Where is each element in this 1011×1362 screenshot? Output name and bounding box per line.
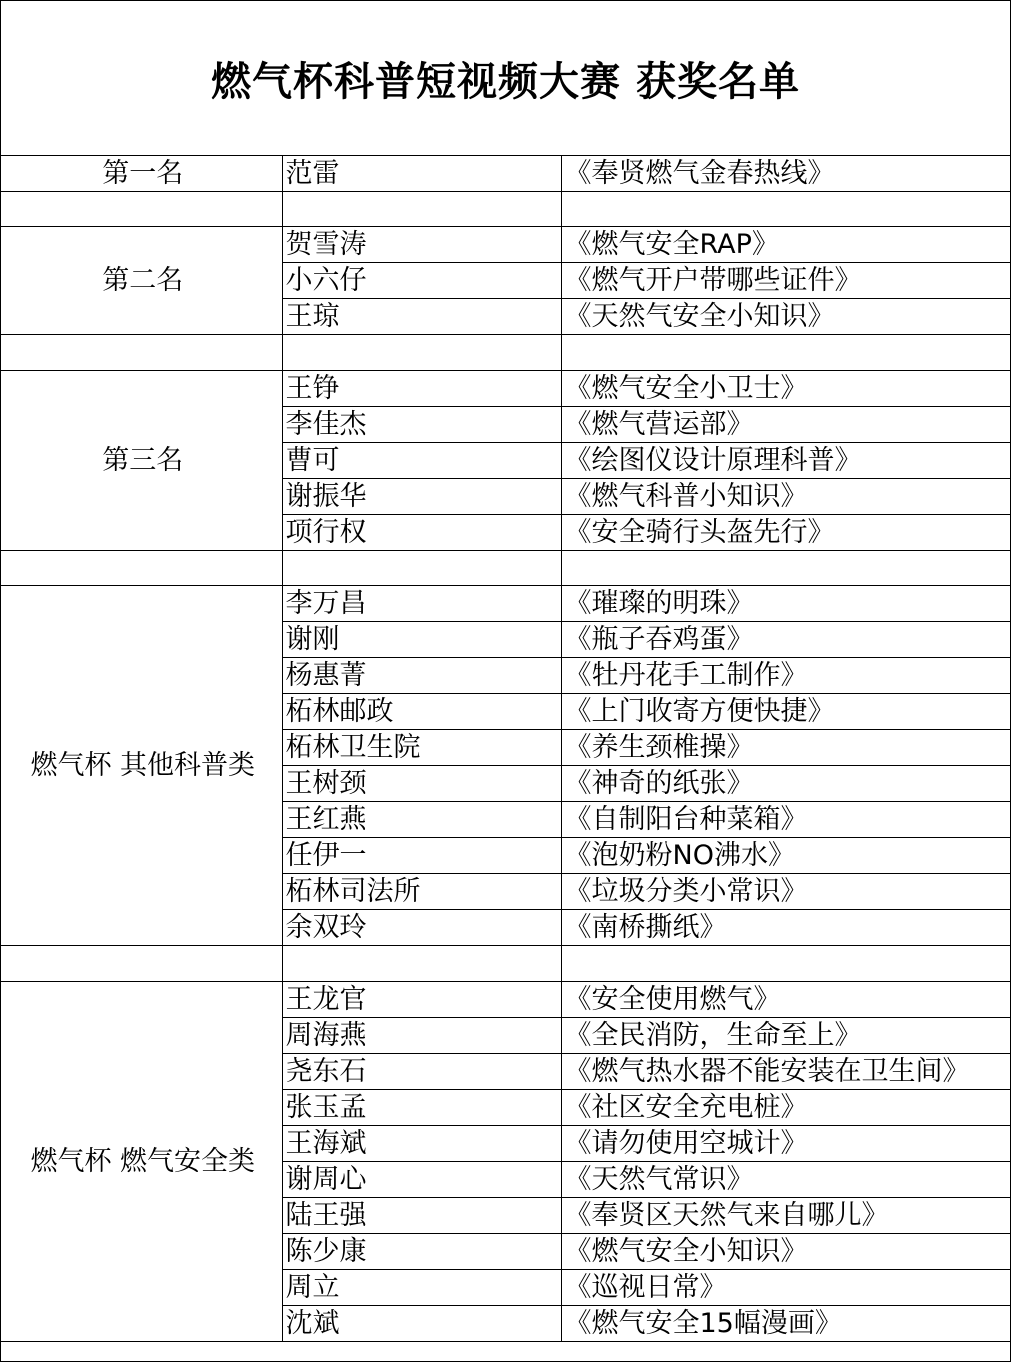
spacer-row: [1, 550, 1010, 585]
page-title: 燃气杯科普短视频大赛 获奖名单: [1, 1, 1010, 156]
work-title: 《燃气营运部》: [561, 406, 1010, 442]
winner-name: 余双玲: [282, 910, 561, 946]
winner-name: 项行权: [282, 514, 561, 550]
empty-cell: [561, 335, 1010, 370]
work-title: 《天然气安全小知识》: [561, 299, 1010, 335]
award-category: 第二名: [1, 227, 282, 335]
work-title: 《自制阳台种菜箱》: [561, 802, 1010, 838]
winner-name: 小六仔: [282, 263, 561, 299]
winner-name: 曹可: [282, 442, 561, 478]
empty-cell: [282, 192, 561, 227]
winner-name: 杨惠菁: [282, 658, 561, 694]
empty-cell: [282, 335, 561, 370]
work-title: 《养生颈椎操》: [561, 730, 1010, 766]
work-title: 《瓶子吞鸡蛋》: [561, 622, 1010, 658]
work-title: 《奉贤区天然气来自哪儿》: [561, 1197, 1010, 1233]
winner-name: 陆王强: [282, 1197, 561, 1233]
work-title: 《安全使用燃气》: [561, 981, 1010, 1017]
work-title: 《社区安全充电桩》: [561, 1089, 1010, 1125]
winner-name: 谢振华: [282, 478, 561, 514]
work-title: 《泡奶粉NO沸水》: [561, 838, 1010, 874]
winner-name: 王琼: [282, 299, 561, 335]
table-row: [1, 227, 1010, 263]
winner-name: 尧东石: [282, 1053, 561, 1089]
work-title: 《安全骑行头盔先行》: [561, 514, 1010, 550]
winner-name: 李万昌: [282, 586, 561, 622]
winner-name: 王铮: [282, 370, 561, 406]
work-title: 《燃气安全小卫士》: [561, 370, 1010, 406]
winner-name: 王红燕: [282, 802, 561, 838]
table-row: [1, 370, 1010, 406]
winner-name: 范雷: [282, 156, 561, 192]
table-row: [1, 981, 1010, 1017]
table-row: [1, 586, 1010, 622]
spacer-row: [1, 335, 1010, 370]
work-title: 《燃气科普小知识》: [561, 478, 1010, 514]
winner-name: 谢周心: [282, 1161, 561, 1197]
work-title: 《巡视日常》: [561, 1269, 1010, 1305]
table-row: [1, 156, 1010, 192]
award-table-body: [1, 156, 1010, 1341]
work-title: 《燃气安全RAP》: [561, 227, 1010, 263]
award-table: [1, 156, 1010, 1342]
award-category: 燃气杯 燃气安全类: [1, 981, 282, 1341]
empty-cell: [282, 946, 561, 981]
empty-cell: [561, 946, 1010, 981]
winner-name: 柘林司法所: [282, 874, 561, 910]
empty-cell: [1, 335, 282, 370]
winner-name: 周海燕: [282, 1017, 561, 1053]
winner-name: 李佳杰: [282, 406, 561, 442]
empty-cell: [1, 192, 282, 227]
winner-name: 周立: [282, 1269, 561, 1305]
work-title: 《璀璨的明珠》: [561, 586, 1010, 622]
work-title: 《请勿使用空城计》: [561, 1125, 1010, 1161]
winner-name: 王海斌: [282, 1125, 561, 1161]
winner-name: 贺雪涛: [282, 227, 561, 263]
winner-name: 张玉孟: [282, 1089, 561, 1125]
empty-cell: [561, 550, 1010, 585]
work-title: 《燃气开户带哪些证件》: [561, 263, 1010, 299]
spacer-row: [1, 192, 1010, 227]
work-title: 《燃气安全15幅漫画》: [561, 1305, 1010, 1341]
winner-name: 柘林邮政: [282, 694, 561, 730]
work-title: 《燃气安全小知识》: [561, 1233, 1010, 1269]
winner-name: 王龙官: [282, 981, 561, 1017]
winner-name: 王树颈: [282, 766, 561, 802]
work-title: 《南桥撕纸》: [561, 910, 1010, 946]
winner-name: 沈斌: [282, 1305, 561, 1341]
empty-cell: [282, 550, 561, 585]
empty-cell: [1, 550, 282, 585]
work-title: 《燃气热水器不能安装在卫生间》: [561, 1053, 1010, 1089]
empty-cell: [1, 946, 282, 981]
award-category: 燃气杯 其他科普类: [1, 586, 282, 946]
winner-name: 谢刚: [282, 622, 561, 658]
spacer-row: [1, 946, 1010, 981]
work-title: 《垃圾分类小常识》: [561, 874, 1010, 910]
work-title: 《奉贤燃气金春热线》: [561, 156, 1010, 192]
empty-cell: [561, 192, 1010, 227]
work-title: 《全民消防，生命至上》: [561, 1017, 1010, 1053]
award-category: 第一名: [1, 156, 282, 192]
work-title: 《天然气常识》: [561, 1161, 1010, 1197]
award-category: 第三名: [1, 370, 282, 550]
winner-name: 柘林卫生院: [282, 730, 561, 766]
work-title: 《绘图仪设计原理科普》: [561, 442, 1010, 478]
work-title: 《上门收寄方便快捷》: [561, 694, 1010, 730]
winner-name: 陈少康: [282, 1233, 561, 1269]
winner-name: 任伊一: [282, 838, 561, 874]
work-title: 《牡丹花手工制作》: [561, 658, 1010, 694]
work-title: 《神奇的纸张》: [561, 766, 1010, 802]
